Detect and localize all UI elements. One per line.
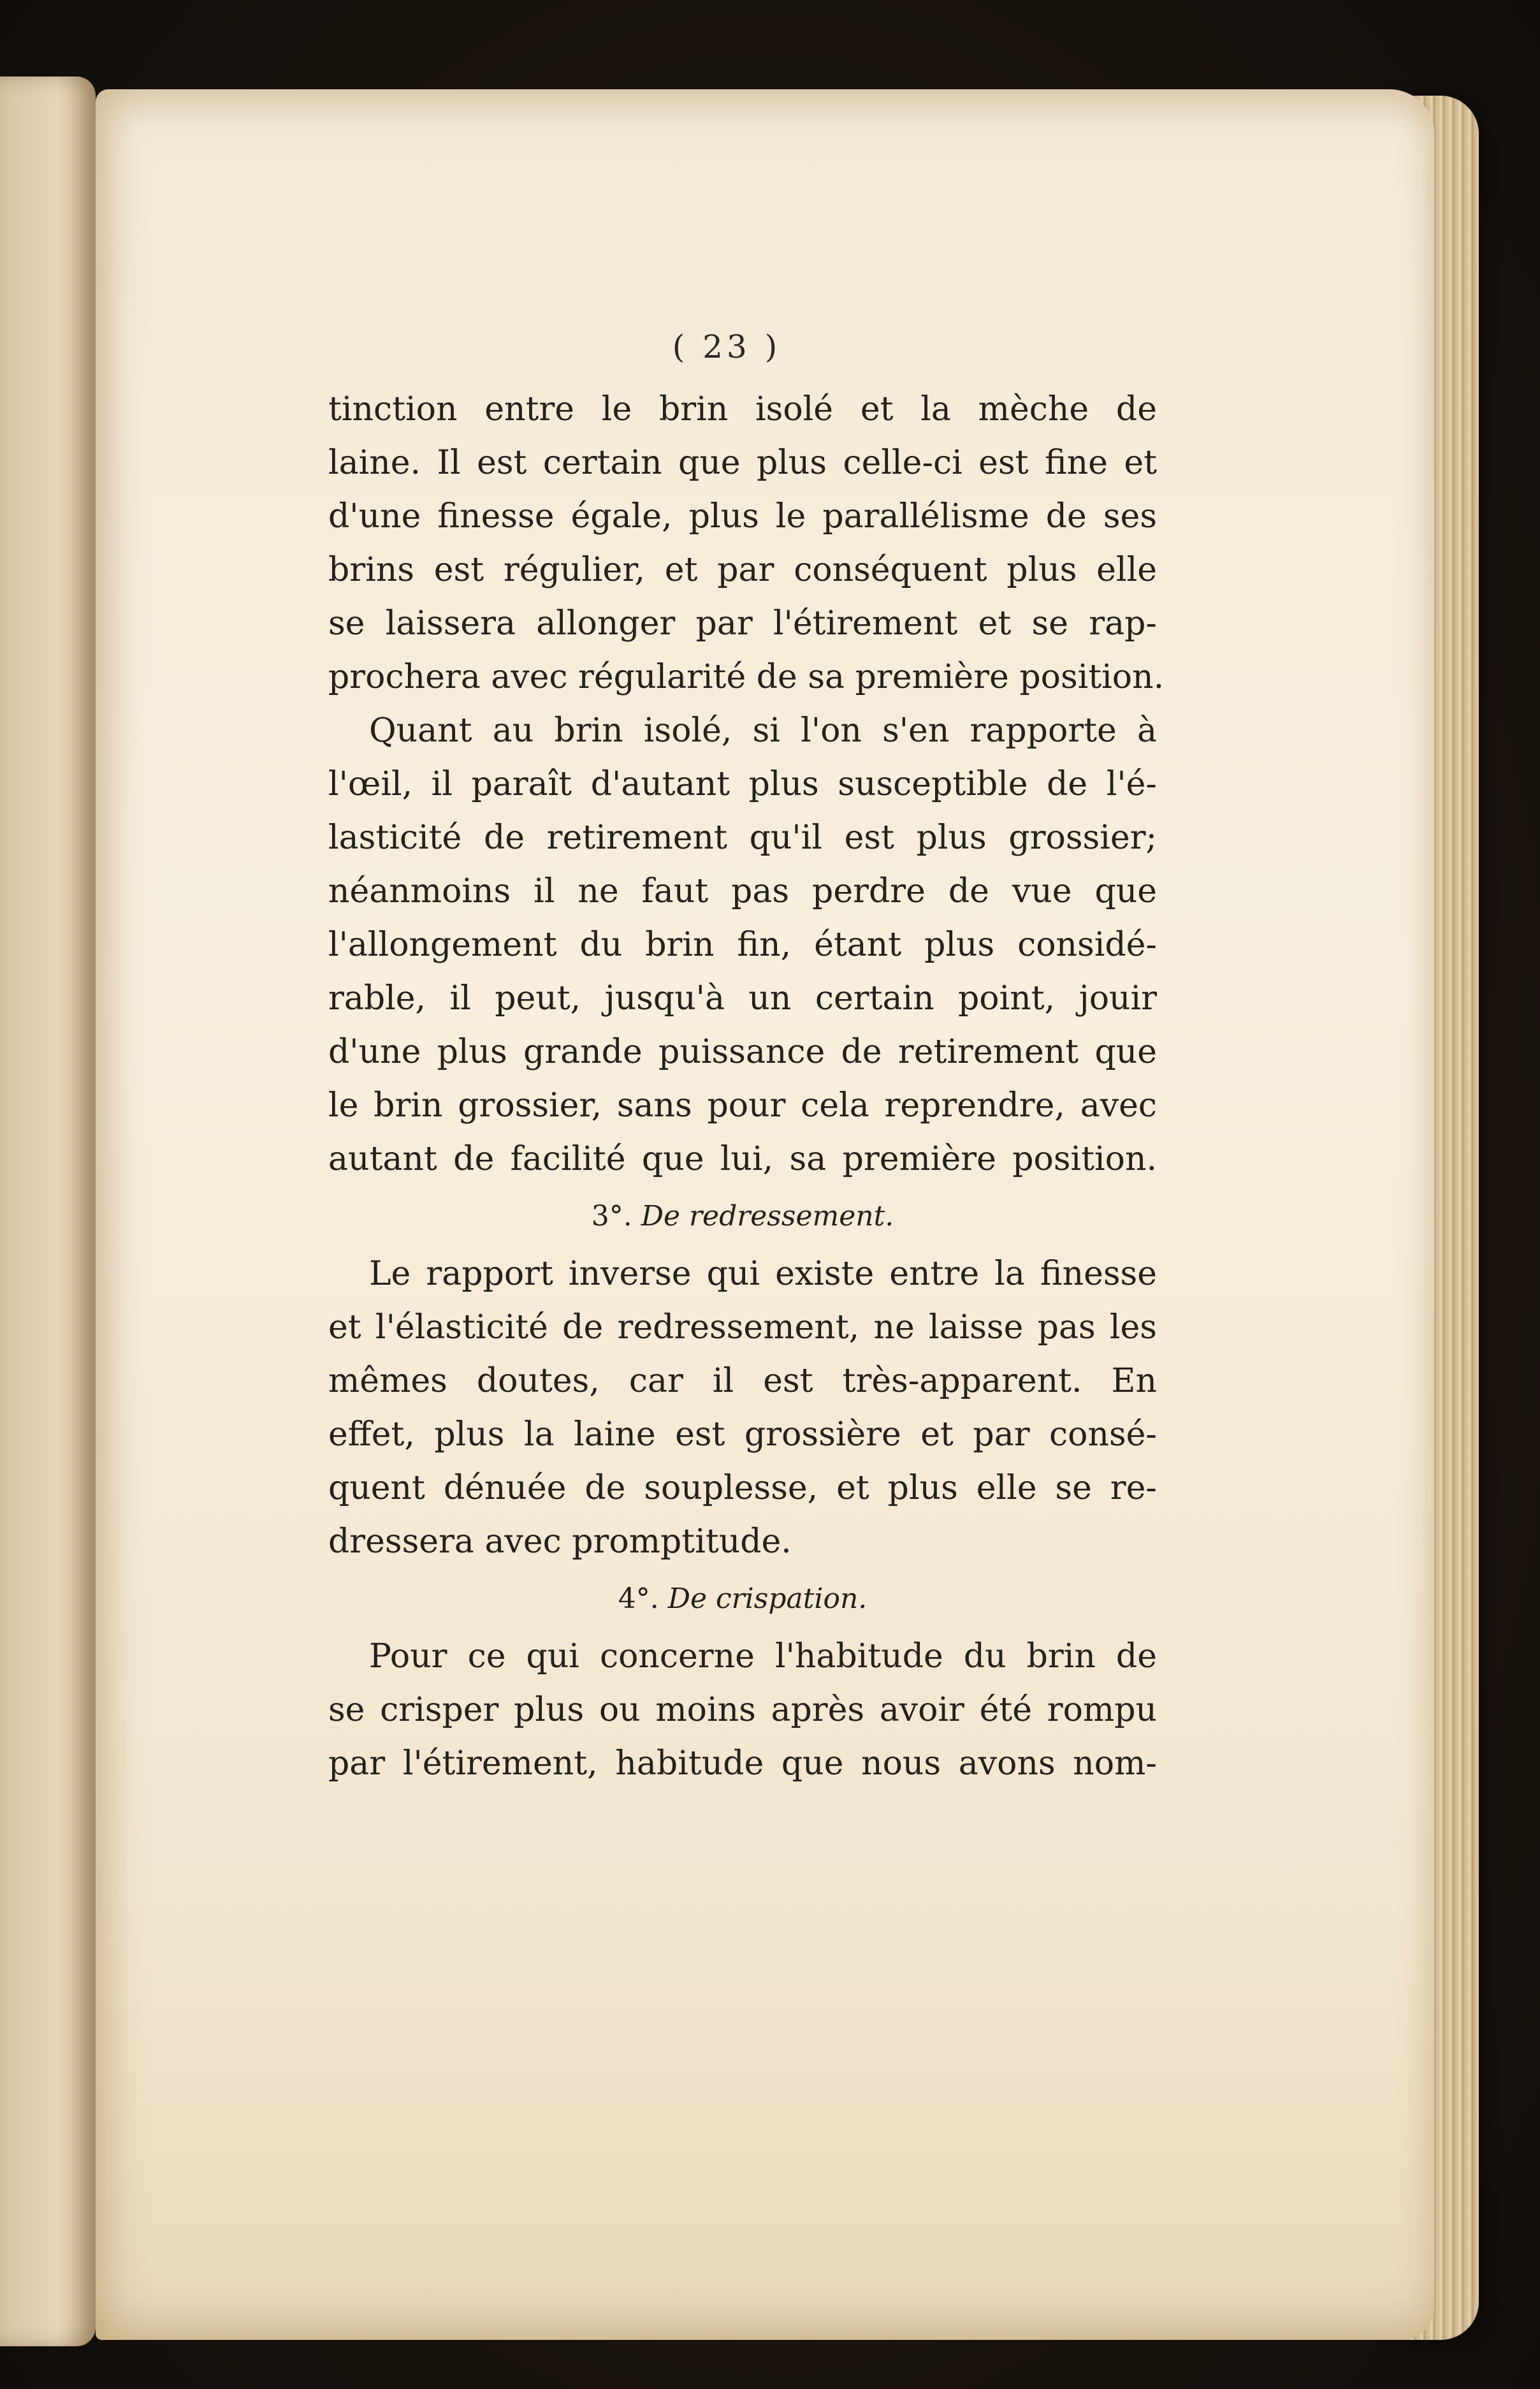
paragraph-4	[328, 1630, 1157, 1790]
text-line: d'une finesse égale, plus le parallélisme de ses	[328, 497, 1157, 536]
section-heading-4	[328, 1572, 1157, 1626]
text-line: effet, plus la laine est grossière et par consé-	[328, 1415, 1157, 1454]
section-heading-3	[328, 1190, 1157, 1243]
text-line: par l'étirement, habitude que nous avons nom-	[328, 1744, 1157, 1783]
text-line: et l'élasticité de redressement, ne laisse pas les	[328, 1308, 1157, 1347]
text-line: prochera avec régularité de sa première position.	[328, 658, 1165, 696]
text-line: l'œil, il paraît d'autant plus susceptible de l'é-	[328, 765, 1157, 803]
facing-page-edge	[0, 77, 96, 2346]
text-line: dressera avec promptitude.	[328, 1523, 792, 1561]
text-line: lasticité de retirement qu'il est plus grossier;	[328, 819, 1157, 857]
text-line: quent dénuée de souplesse, et plus elle se re-	[328, 1469, 1157, 1507]
section-number: 3°.	[591, 1200, 632, 1232]
text-line: brins est régulier, et par conséquent plus elle	[328, 551, 1157, 589]
text-line: le brin grossier, sans pour cela reprendre, avec	[328, 1086, 1157, 1125]
text-line: se laissera allonger par l'étirement et se rap-	[328, 604, 1157, 643]
page-number: ( 23 )	[672, 328, 781, 365]
text-line: d'une plus grande puissance de retirement que	[328, 1033, 1157, 1071]
text-line: rable, il peut, jusqu'à un certain point, jouir	[328, 979, 1157, 1018]
text-line: laine. Il est certain que plus celle-ci est fine et	[328, 444, 1157, 482]
section-number: 4°.	[618, 1582, 659, 1615]
text-line: tinction entre le brin isolé et la mèche de	[328, 390, 1157, 428]
text-line: autant de facilité que lui, sa première position.	[328, 1140, 1157, 1178]
text-line: Le rapport inverse qui existe entre la finesse	[369, 1255, 1157, 1293]
section-title: De crispation.	[667, 1582, 868, 1615]
paragraph-3	[328, 1247, 1157, 1568]
text-line: Pour ce qui concerne l'habitude du brin de	[369, 1637, 1157, 1676]
paragraph-2	[328, 704, 1157, 1186]
text-line: mêmes doutes, car il est très-apparent. En	[328, 1362, 1157, 1400]
section-title: De redressement.	[641, 1200, 894, 1232]
body-text	[328, 383, 1165, 1790]
text-line: néanmoins il ne faut pas perdre de vue que	[328, 872, 1157, 910]
text-line: se crisper plus ou moins après avoir été rompu	[328, 1691, 1157, 1729]
text-line: Quant au brin isolé, si l'on s'en rapporte à	[369, 712, 1157, 750]
text-line: l'allongement du brin fin, étant plus considé-	[328, 926, 1157, 964]
paragraph-1	[328, 383, 1165, 704]
